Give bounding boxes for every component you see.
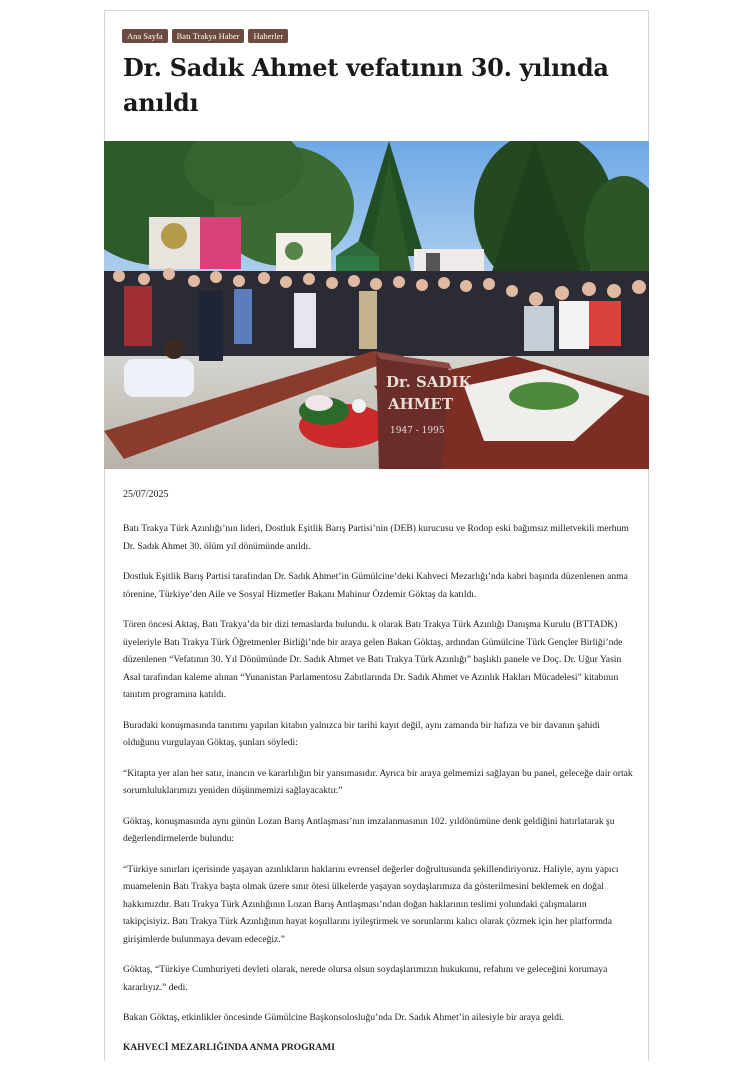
breadcrumb-haberler[interactable]: Haberler — [248, 29, 288, 43]
article-date: 25/07/2025 — [123, 489, 169, 500]
gravestone-name-line1: Dr. SADIK — [386, 373, 472, 391]
breadcrumb — [122, 29, 288, 43]
paragraph: Tören öncesi Aktaş, Batı Trakya’da bir dizi temaslarda bulundu. k olarak Batı Trakya Türk Azınlığı Danışma Kurulu (BTTADK) üyeleriyle Batı Trakya Türk Öğretmenler Birliği’nde bir araya gelen Bakan Göktaş, ardından Gümülcine Türk Gençler Birliği’nde düzenlenen “Vefatının 30. Yıl Dönümünde Dr. Sadık Ahmet ve Batı Trakya Türk Azınlığı” başlıklı panele ve Doç. Dr. Uğur Yasin Asal tarafından kaleme alınan “Yunanistan Parlamentosu Zabıtlarında Dr. Sadık Ahmet ve Azınlık Hakları Mücadelesi” kitabının tanıtım programına katıldı. — [123, 619, 623, 700]
article-body — [123, 520, 635, 1070]
paragraph: Bakan Göktaş, etkinlikler öncesinde Gümülcine Başkonsolosluğu’nda Dr. Sadık Ahmet’in ailesiyle bir araya geldi. — [123, 1012, 564, 1023]
gravestone-name-line2: AHMET — [388, 395, 454, 413]
paragraph: Dostluk Eşitlik Barış Partisi tarafından Dr. Sadık Ahmet’in Gümülcine’deki Kahveci Mezarlığı’nda kabri başında düzenlenen anma törenine, Türkiye’den Aile ve Sosyal Hizmetler Bakanı Mahinur Özdemir Göktaş da katıldı. — [123, 571, 628, 600]
paragraph: Göktaş, konuşmasında aynı günün Lozan Barış Antlaşması’nın imzalanmasının 102. yıldönümüne denk geldiğini hatırlatarak şu değerlendirmelerde bulundu: — [123, 815, 615, 844]
paragraph: Buradaki konuşmasında tanıtımı yapılan kitabın yalnızca bir tarihi kayıt değil, aynı zamanda bir hafıza ve bir davanın şahidi olduğunu vurgulayan Göktaş, şunları söyledi: — [123, 719, 600, 748]
article-title: Dr. Sadık Ahmet vefatının 30. yılında anıldı — [123, 53, 609, 117]
breadcrumb-home[interactable]: Ana Sayfa — [122, 29, 168, 43]
gravestone-years: 1947 - 1995 — [390, 426, 445, 436]
paragraph: “Kitapta yer alan her satır, inancın ve kararlılığın bir yansımasıdır. Ayrıca bir araya gelmemizi sağlayan bu panel, geleceğe dair ortak sorumluluklarımızı yeniden düşünmemizi sağlayacaktır.” — [123, 767, 633, 796]
paragraph: Göktaş, “Türkiye Cumhuriyeti devleti olarak, nerede olursa olsun soydaşlarımızın hukukunu, refahını ve geleceğini korumaya kararlıyız.” dedi. — [123, 964, 608, 993]
paragraph: Batı Trakya Türk Azınlığı’nın lideri, Dostluk Eşitlik Barış Partisi’nin (DEB) kurucusu ve Rodop eski bağımsız milletvekili merhum Dr. Sadık Ahmet 30. ölüm yıl dönümünde anıldı. — [123, 523, 629, 552]
breadcrumb-bati-trakya-haber[interactable]: Batı Trakya Haber — [172, 29, 245, 43]
article-photo — [104, 141, 649, 469]
section-subheading: KAHVECİ MEZARLIĞINDA ANMA PROGRAMI — [123, 1042, 336, 1053]
paragraph: “Türkiye sınırları içerisinde yaşayan azınlıkların haklarını evrensel değerler doğrultusunda şekillendiriyoruz. Haliyle, aynı yapıcı muamelenin Batı Trakya başta olmak üzere sınır ötesi ülkelerde yaşayan soydaşlarımıza da gösterilmesini beklemek en doğal hakkımızdır. Batı Trakya Türk Azınlığının Lozan Barış Antlaşması’ndan doğan haklarının teslimi yolundaki çalışmaların takipçisiyiz. Batı Trakya Türk Azınlığının hayat koşullarını iyileştirmek ve sorunlarını kalıcı olarak çözmek için her platformda girişimlerde bulunmaya devam edeceğiz.” — [123, 863, 619, 945]
